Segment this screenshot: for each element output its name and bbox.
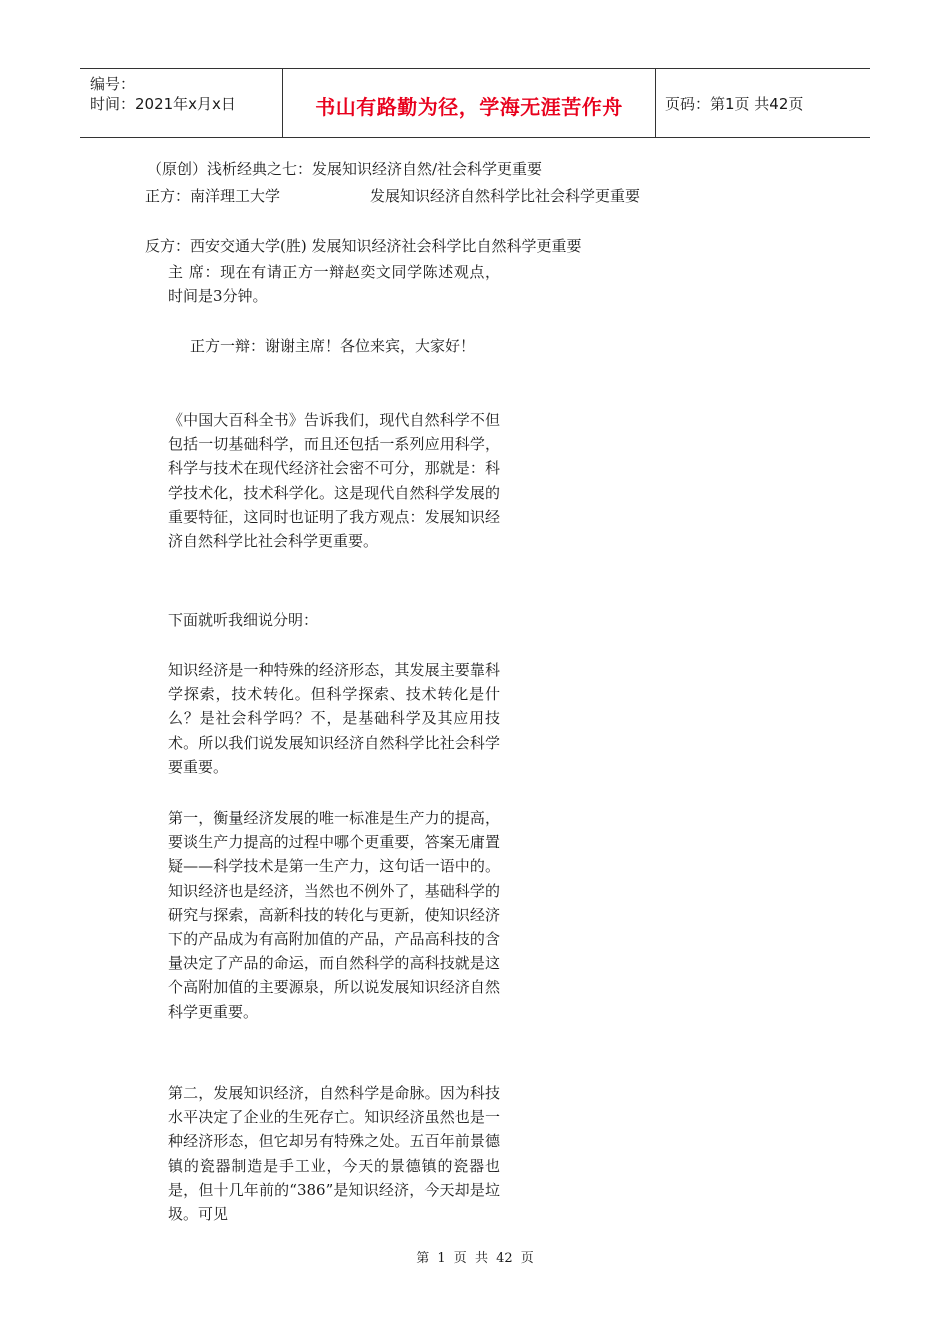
- article-title: （原创）浅析经典之七：发展知识经济自然/社会科学更重要: [147, 160, 543, 178]
- con-side-label: 反方：西安交通大学(胜) 发展知识经济社会科学比自然科学更重要: [145, 237, 582, 255]
- paragraph-opening: 正方一辩：谢谢主席！各位来宾，大家好！: [190, 337, 476, 355]
- header-motto-cell: [282, 69, 656, 137]
- footer-ye: 页: [453, 1251, 467, 1266]
- paragraph-transition: 下面就听我细说分明：: [168, 611, 319, 629]
- pro-side-label: 正方：南洋理工大学: [145, 187, 281, 205]
- page-footer: [0, 1247, 950, 1266]
- page-indicator: 页码：第1页 共42页: [665, 95, 804, 113]
- paragraph-knowledge-economy: 知识经济是一种特殊的经济形态，其发展主要靠科学探索，技术转化。但科学探索、技术转化是什么？是社会科学吗？不，是基础科学及其应用技术。所以我们说发展知识经济自然科学比社会科学要重要。: [168, 661, 500, 776]
- footer-page-number: 1: [437, 1251, 446, 1266]
- footer-ye2: 页: [520, 1251, 534, 1266]
- doc-date-label: 时间：2021年x月x日: [90, 95, 236, 113]
- paragraph-second-point: 第二，发展知识经济，自然科学是命脉。因为科技水平决定了企业的生死存亡。知识经济虽然也是一种经济形态，但它却另有特殊之处。五百年前景德镇的瓷器制造是手工业，今天的景德镇的瓷器也是，但十几年前的“386”是知识经济，今天却是垃圾。可见: [168, 1084, 500, 1224]
- footer-total-pages: 42: [496, 1251, 513, 1266]
- header-left-cell: [80, 69, 282, 137]
- paragraph-first-point: 第一，衡量经济发展的唯一标准是生产力的提高，要谈生产力提高的过程中哪个更重要，答案无庸置疑——科学技术是第一生产力，这句话一语中的。知识经济也是经济，当然也不例外了，基础科学的研究与探索，高新科技的转化与更新，使知识经济下的产品成为有高附加值的产品，产品高科技的含量决定了产品的命运，而自然科学的高科技就是这个高附加值的主要源泉，所以说发展知识经济自然科学更重要。: [168, 809, 500, 1021]
- footer-gong: 共: [474, 1251, 488, 1266]
- motto-text: 书山有路勤为径，学海无涯苦作舟: [315, 95, 623, 119]
- footer-di: 第: [416, 1251, 430, 1266]
- doc-number-label: 编号：: [90, 75, 136, 93]
- header-right-cell: [655, 69, 870, 137]
- pro-side-motion: 发展知识经济自然科学比社会科学更重要: [370, 187, 641, 205]
- paragraph-encyclopedia: 《中国大百科全书》告诉我们，现代自然科学不但包括一切基础科学，而且还包括一系列应用科学，科学与技术在现代经济社会密不可分，那就是：科学技术化，技术科学化。这是现代自然科学发展的重要特征，这同时也证明了我方观点：发展知识经济自然科学比社会科学更重要。: [168, 411, 500, 551]
- header-table: [80, 68, 870, 138]
- chair-intro: 主 席：现在有请正方一辩赵奕文同学陈述观点，时间是3分钟。: [168, 263, 500, 306]
